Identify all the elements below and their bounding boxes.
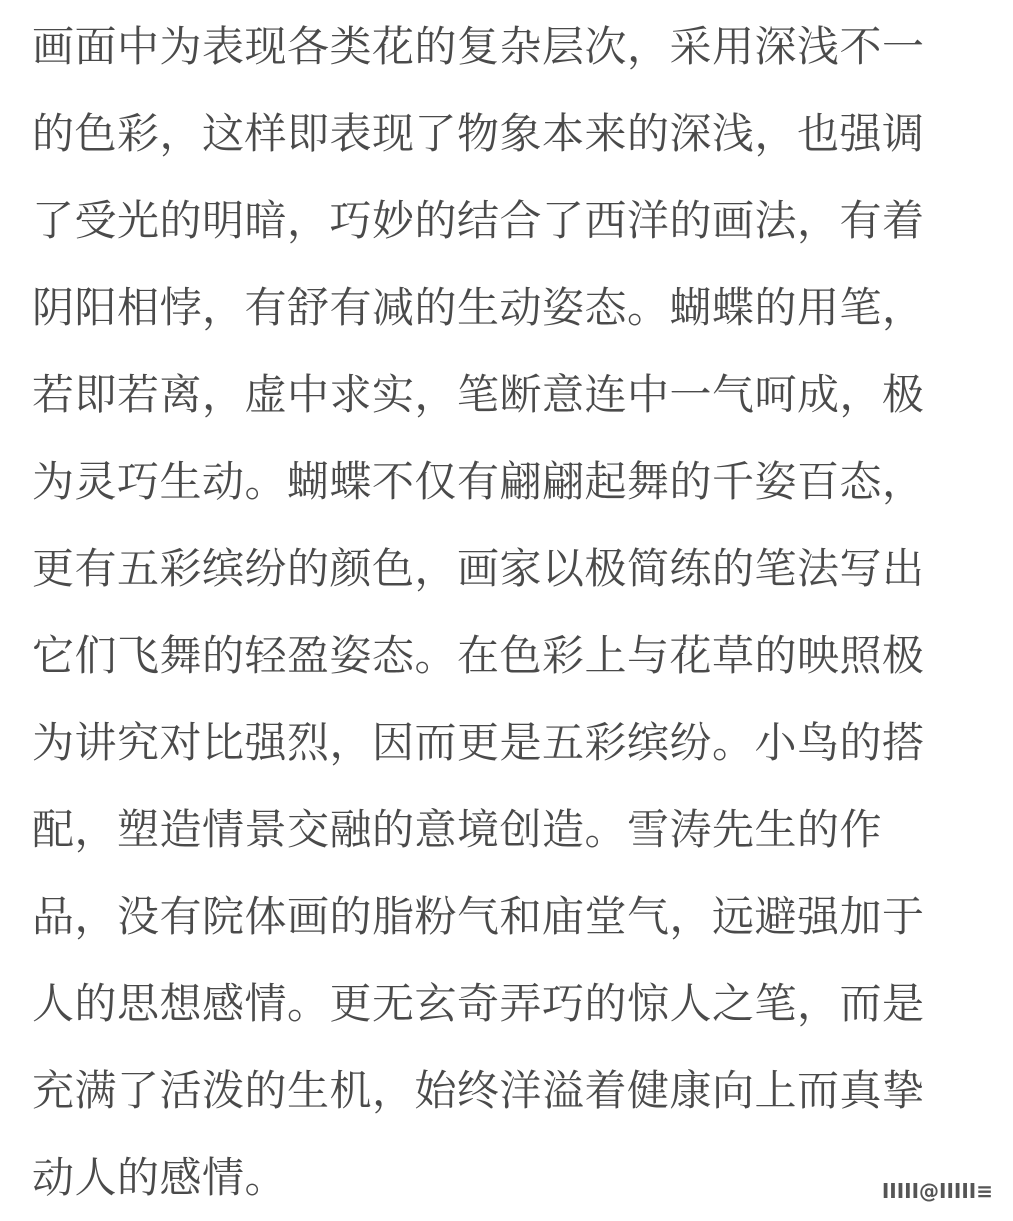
- watermark: IIIII@IIIII≡: [881, 1179, 993, 1203]
- text-line: 配，塑造情景交融的意境创造。雪涛先生的作: [32, 805, 883, 854]
- text-line: 充满了活泼的生机，始终洋溢着健康向上而真挚: [32, 1066, 925, 1115]
- text-line: 阴阳相悖，有舒有减的生动姿态。蝴蝶的用笔，: [32, 283, 925, 332]
- text-line: 动人的感情。: [32, 1153, 288, 1202]
- text-line: 的色彩，这样即表现了物象本来的深浅，也强调: [32, 109, 925, 158]
- text-line: 为讲究对比强烈，因而更是五彩缤纷。小鸟的搭: [32, 718, 925, 767]
- text-line: 若即若离，虚中求实，笔断意连中一气呵成，极: [32, 370, 925, 419]
- text-line: 人的思想感情。更无玄奇弄巧的惊人之笔，而是: [32, 979, 925, 1028]
- text-line: 为灵巧生动。蝴蝶不仅有翩翩起舞的千姿百态，: [32, 457, 925, 506]
- text-line: 品，没有院体画的脂粉气和庙堂气，远避强加于: [32, 892, 925, 941]
- text-line: 更有五彩缤纷的颜色，画家以极简练的笔法写出: [32, 544, 925, 593]
- text-line: 画面中为表现各类花的复杂层次，采用深浅不一: [32, 22, 925, 71]
- article-body: [32, 0, 987, 1221]
- text-line: 了受光的明暗，巧妙的结合了西洋的画法，有着: [32, 196, 925, 245]
- text-line: 它们飞舞的轻盈姿态。在色彩上与花草的映照极: [32, 631, 925, 680]
